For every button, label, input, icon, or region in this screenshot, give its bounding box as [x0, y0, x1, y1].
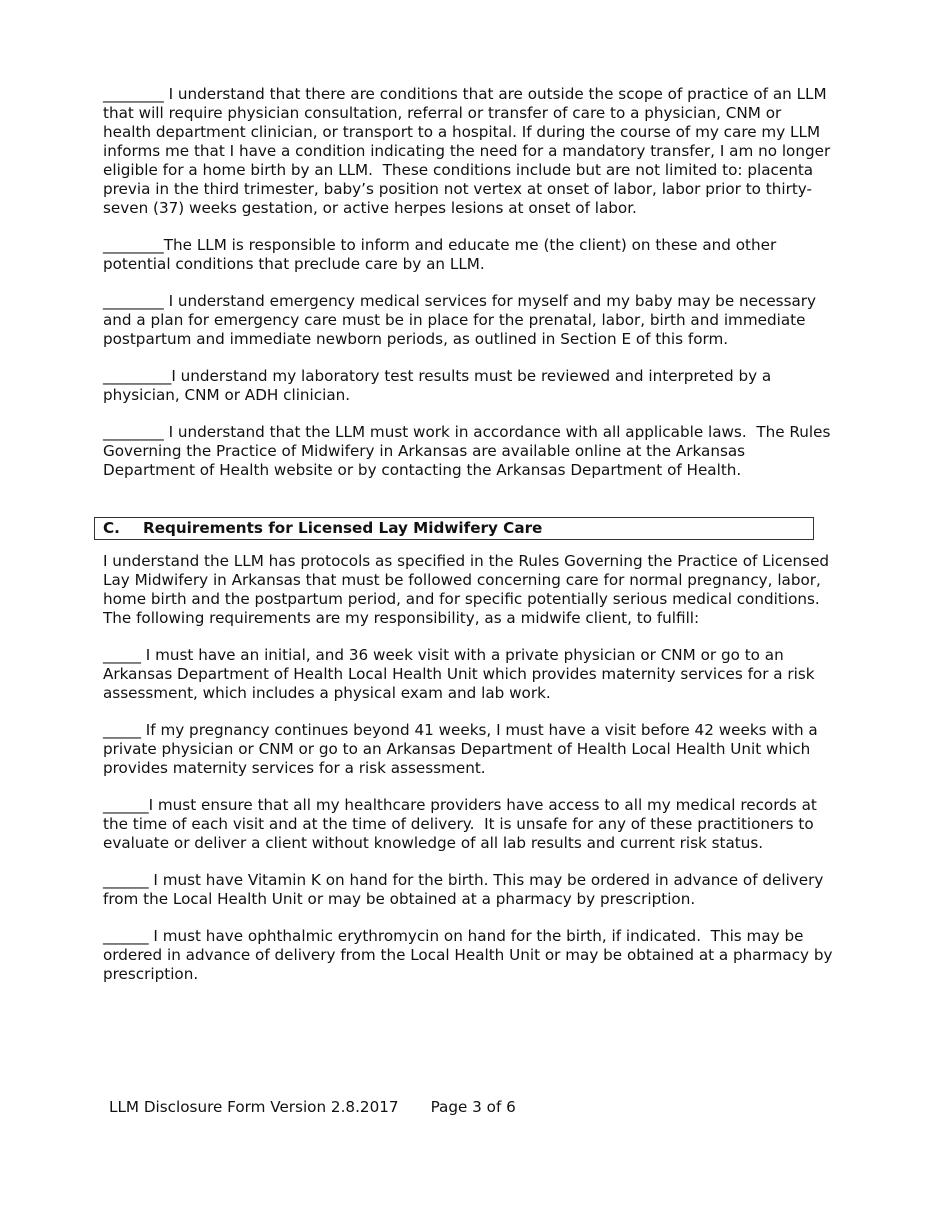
initials-blank[interactable]: _____ [103, 721, 141, 739]
initials-blank[interactable]: _____ [103, 646, 141, 664]
paragraph-text: I understand that there are conditions that are outside the scope of practice of an LLM that will require physician consultation, referral or transfer of care to a physician, CNM or health department clinician, or transport to a hospital. If during the course of my care my LLM informs me that I have a condition indicating the need for a mandatory transfer, I am no longer eligible for a home birth by an LLM. These conditions include but are not limited to: placenta previa in the third trimester, baby’s position not vertex at onset of labor, labor prior to thirty-seven (37) weeks gestation, or active herpes lesions at onset of labor. [103, 85, 836, 217]
document-page [103, 85, 838, 1002]
form-version: LLM Disclosure Form Version 2.8.2017 [109, 1098, 399, 1116]
section-title: Requirements for Licensed Lay Midwifery Care [143, 519, 543, 537]
paragraph-applicable-laws [103, 423, 836, 480]
paragraph-emergency-services [103, 292, 833, 349]
paragraph-text: I must have ophthalmic erythromycin on hand for the birth, if indicated. This may be ordered in advance of delivery from the Local Health Unit or may be obtained at a pharmacy by prescription. [103, 927, 838, 983]
paragraph-medical-records [103, 796, 833, 853]
paragraph-text: I must have an initial, and 36 week visit with a private physician or CNM or go to an Arkansas Department of Health Local Health Unit which provides maternity services for a risk assessment, which includes a physical exam and lab work. [103, 646, 820, 702]
initials-blank[interactable]: ______ [103, 927, 149, 945]
paragraph-text: If my pregnancy continues beyond 41 weeks, I must have a visit before 42 weeks with a private physician or CNM or go to an Arkansas Department of Health Local Health Unit which provides maternity services for a risk assessment. [103, 721, 823, 777]
initials-blank[interactable]: _________ [103, 367, 172, 385]
initials-blank[interactable]: ________ [103, 236, 164, 254]
initials-blank[interactable]: ________ [103, 423, 164, 441]
paragraph-lab-results [103, 367, 833, 405]
paragraph-text: I understand that the LLM must work in accordance with all applicable laws. The Rules Governing the Practice of Midwifery in Arkansas are available online at the Arkansas Department of Health website or by contacting the Arkansas Department of Health. [103, 423, 836, 479]
paragraph-text: I must have Vitamin K on hand for the birth. This may be ordered in advance of delivery from the Local Health Unit or may be obtained at a pharmacy by prescription. [103, 871, 829, 908]
initials-blank[interactable]: ________ [103, 85, 164, 103]
page-footer [109, 1098, 516, 1117]
paragraph-scope-of-practice [103, 85, 836, 218]
paragraph-text: I must ensure that all my healthcare providers have access to all my medical records at the time of each visit and at the time of delivery. It is unsafe for any of these practitioners to evaluate or deliver a client without knowledge of all lab results and current risk status. [103, 796, 822, 852]
section-c-header [94, 517, 814, 540]
initials-blank[interactable]: ______ [103, 871, 149, 889]
paragraph-vitamin-k [103, 871, 833, 909]
initials-blank[interactable]: ______ [103, 796, 149, 814]
section-letter: C. [103, 519, 120, 537]
paragraph-text: The LLM is responsible to inform and educate me (the client) on these and other potential conditions that preclude care by an LLM. [103, 236, 782, 273]
paragraph-41-weeks [103, 721, 833, 778]
paragraph-llm-responsibility [103, 236, 833, 274]
initials-blank[interactable]: ________ [103, 292, 164, 310]
section-c-intro: I understand the LLM has protocols as specified in the Rules Governing the Practice of Licensed Lay Midwifery in Arkansas that must be followed concerning care for normal pregnancy, labor, home birth and the postpartum period, and for specific potentially serious medical conditions. The following requirements are my responsibility, as a midwife client, to fulfill: [103, 552, 834, 627]
paragraph-initial-visit [103, 646, 833, 703]
paragraph-text: I understand my laboratory test results must be reviewed and interpreted by a physician, CNM or ADH clinician. [103, 367, 777, 404]
paragraph-erythromycin [103, 927, 838, 984]
page-number: Page 3 of 6 [430, 1098, 516, 1116]
paragraph-text: I understand emergency medical services for myself and my baby may be necessary and a plan for emergency care must be in place for the prenatal, labor, birth and immediate postpartum and immediate newborn periods, as outlined in Section E of this form. [103, 292, 821, 348]
